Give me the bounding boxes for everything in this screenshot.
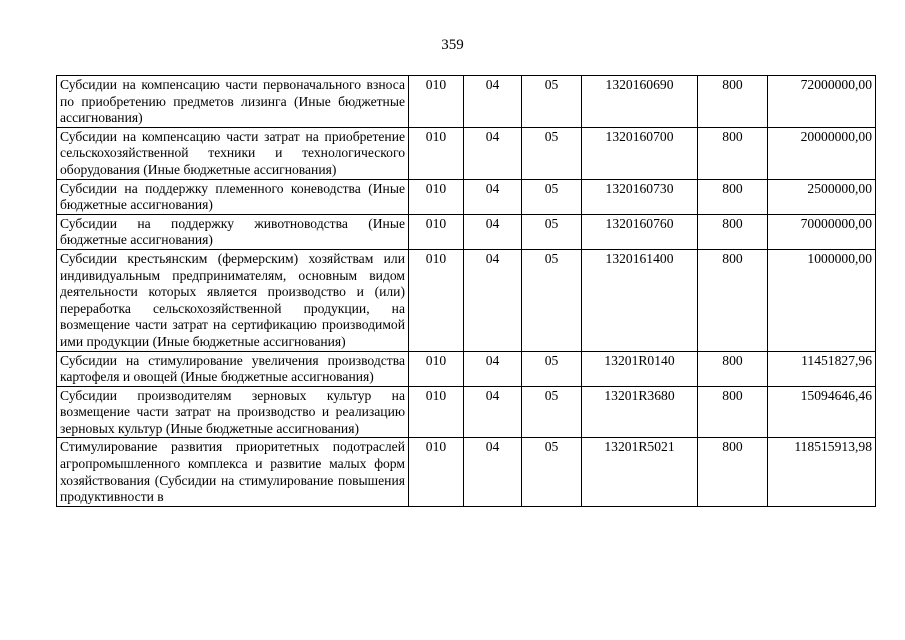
table-row <box>57 179 876 214</box>
target-article-code: 1320160700 <box>582 127 698 179</box>
ministry-code: 010 <box>409 351 464 386</box>
page-number: 359 <box>441 37 464 53</box>
ministry-code: 010 <box>409 214 464 249</box>
ministry-code: 010 <box>409 386 464 438</box>
section-code: 04 <box>464 351 522 386</box>
expense-description: Субсидии крестьянским (фермерским) хозяйствам или индивидуальным предпринимателям, основным видом деятельности которых является производство и (или) переработка сельскохозяйственной продукции, на возмещение части затрат на сертификацию производимой ими продукции (Иные бюджетные ассигнования) <box>57 249 409 351</box>
expense-type-code: 800 <box>698 214 768 249</box>
expense-type-code: 800 <box>698 179 768 214</box>
table-row <box>57 386 876 438</box>
ministry-code: 010 <box>409 179 464 214</box>
amount: 20000000,00 <box>768 127 876 179</box>
amount: 118515913,98 <box>768 438 876 506</box>
expense-type-code: 800 <box>698 249 768 351</box>
section-code: 04 <box>464 386 522 438</box>
target-article-code: 1320161400 <box>582 249 698 351</box>
expense-type-code: 800 <box>698 438 768 506</box>
subsection-code: 05 <box>522 351 582 386</box>
table-row <box>57 438 876 506</box>
subsection-code: 05 <box>522 386 582 438</box>
target-article-code: 13201R3680 <box>582 386 698 438</box>
expense-description: Субсидии производителям зерновых культур на возмещение части затрат на производство и реализацию зерновых культур (Иные бюджетные ассигнования) <box>57 386 409 438</box>
amount: 72000000,00 <box>768 76 876 128</box>
subsection-code: 05 <box>522 438 582 506</box>
subsection-code: 05 <box>522 249 582 351</box>
section-code: 04 <box>464 249 522 351</box>
amount: 15094646,46 <box>768 386 876 438</box>
ministry-code: 010 <box>409 127 464 179</box>
table-row <box>57 76 876 128</box>
expense-description: Субсидии на компенсацию части затрат на приобретение сельскохозяйственной техники и технологического оборудования (Иные бюджетные ассигнования) <box>57 127 409 179</box>
expense-description: Субсидии на стимулирование увеличения производства картофеля и овощей (Иные бюджетные ассигнования) <box>57 351 409 386</box>
ministry-code: 010 <box>409 76 464 128</box>
target-article-code: 13201R0140 <box>582 351 698 386</box>
ministry-code: 010 <box>409 249 464 351</box>
expense-description: Стимулирование развития приоритетных подотраслей агропромышленного комплекса и развитие малых форм хозяйствования (Субсидии на стимулирование повышения продуктивности в <box>57 438 409 506</box>
expense-type-code: 800 <box>698 76 768 128</box>
target-article-code: 1320160690 <box>582 76 698 128</box>
subsection-code: 05 <box>522 76 582 128</box>
target-article-code: 1320160760 <box>582 214 698 249</box>
section-code: 04 <box>464 438 522 506</box>
subsection-code: 05 <box>522 127 582 179</box>
expense-type-code: 800 <box>698 351 768 386</box>
expense-description: Субсидии на поддержку животноводства (Иные бюджетные ассигнования) <box>57 214 409 249</box>
amount: 1000000,00 <box>768 249 876 351</box>
table-row <box>57 127 876 179</box>
section-code: 04 <box>464 214 522 249</box>
table-row <box>57 249 876 351</box>
subsection-code: 05 <box>522 179 582 214</box>
section-code: 04 <box>464 179 522 214</box>
amount: 11451827,96 <box>768 351 876 386</box>
amount: 2500000,00 <box>768 179 876 214</box>
amount: 70000000,00 <box>768 214 876 249</box>
ministry-code: 010 <box>409 438 464 506</box>
expense-type-code: 800 <box>698 386 768 438</box>
table-row <box>57 351 876 386</box>
budget-table <box>56 75 876 507</box>
section-code: 04 <box>464 127 522 179</box>
table-row <box>57 214 876 249</box>
target-article-code: 13201R5021 <box>582 438 698 506</box>
budget-table-body <box>57 76 876 507</box>
target-article-code: 1320160730 <box>582 179 698 214</box>
subsection-code: 05 <box>522 214 582 249</box>
expense-description: Субсидии на компенсацию части первоначального взноса по приобретению предметов лизинга (Иные бюджетные ассигнования) <box>57 76 409 128</box>
expense-description: Субсидии на поддержку племенного коневодства (Иные бюджетные ассигнования) <box>57 179 409 214</box>
expense-type-code: 800 <box>698 127 768 179</box>
section-code: 04 <box>464 76 522 128</box>
